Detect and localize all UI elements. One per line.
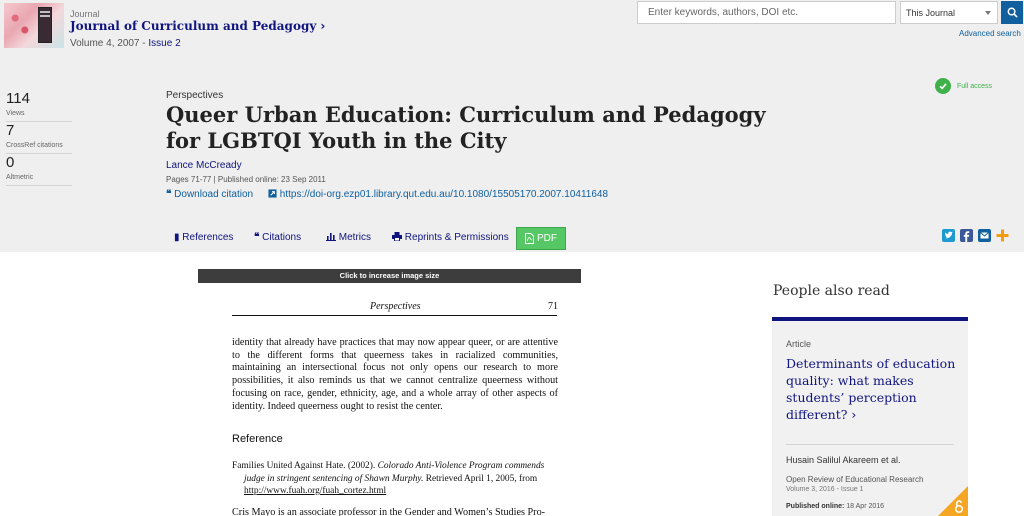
search-scope-value: This Journal (906, 8, 956, 18)
card-volume: Volume 3, 2016 - Issue 1 (786, 486, 864, 493)
more-share-options-icon[interactable] (996, 229, 1009, 242)
card-type: Article (786, 339, 812, 349)
preview-heading: Reference (232, 433, 283, 445)
metric-label: Altmetric (6, 174, 34, 181)
pdf-label: PDF (537, 233, 557, 244)
page-number: 71 (548, 301, 558, 312)
download-citation-link[interactable] (166, 189, 253, 200)
metric-altmetric[interactable] (6, 154, 72, 186)
metric-label: CrossRef citations (6, 142, 63, 149)
increase-image-size-button[interactable]: Click to increase image size (198, 269, 581, 283)
card-published (786, 503, 884, 510)
full-access-badge (935, 78, 992, 94)
email-share-icon[interactable] (978, 229, 991, 242)
book-icon: ▮ (174, 232, 180, 243)
card-journal: Open Review of Educational Research (786, 475, 924, 484)
article-title: Queer Urban Education: Curriculum and Pedagogy for LGBTQI Youth in the City (166, 102, 766, 153)
quote-icon: ❝ (254, 232, 260, 243)
card-published-date: 18 Apr 2016 (844, 503, 885, 510)
download-citation-text: Download citation (174, 189, 254, 200)
search-scope-select[interactable] (900, 1, 998, 24)
pdf-button[interactable] (516, 227, 566, 250)
preview-reference (232, 460, 558, 498)
cover-text-line (40, 15, 50, 17)
ref-continuation (232, 473, 558, 486)
metric-label: Views (6, 110, 25, 117)
search-input[interactable] (637, 1, 896, 24)
pdf-icon (525, 233, 534, 244)
card-title-link[interactable] (786, 355, 958, 423)
tab-citations[interactable] (254, 228, 301, 248)
tab-label: Metrics (338, 232, 372, 243)
issue-link[interactable]: Issue 2 (148, 38, 181, 49)
chevron-right-icon: › (320, 19, 326, 33)
volume-issue-line (70, 38, 181, 49)
facebook-share-icon[interactable] (960, 229, 973, 242)
metric-value: 7 (6, 122, 15, 139)
ref-part: Families United Against Hate. (2002). (232, 461, 378, 471)
metric-views (6, 90, 72, 122)
metric-crossref[interactable] (6, 122, 72, 154)
first-page-preview[interactable] (198, 283, 581, 516)
card-title-text: Determinants of education quality: what makes students’ perception different? (786, 356, 956, 422)
author-link[interactable]: Lance McCready (166, 160, 242, 171)
quote-icon: ❝ (166, 189, 172, 200)
ref-title: Colorado Anti-Violence Program commends (377, 461, 545, 471)
journal-name-text: Journal of Curriculum and Pedagogy (70, 19, 317, 33)
ref-retrieved: Retrieved April 1, 2005, from (423, 473, 538, 484)
site-header (0, 0, 1024, 52)
ref-url: http://www.fuah.org/fuah_cortez.html (244, 486, 387, 496)
metric-value: 0 (6, 154, 15, 171)
metric-value: 114 (6, 90, 30, 107)
search-icon (1007, 7, 1018, 18)
header-notch (170, 52, 190, 60)
card-divider (786, 444, 954, 445)
tab-label: References (182, 232, 234, 243)
twitter-share-icon[interactable] (942, 229, 955, 242)
doi-text: https://doi-org.ezp01.library.qut.edu.au/10.1080/15505170.2007.10411648 (279, 189, 609, 200)
article-section-label: Perspectives (166, 90, 224, 101)
caret-down-icon (985, 11, 991, 15)
article-metrics (6, 90, 72, 186)
chevron-right-icon: › (851, 407, 857, 422)
journal-cover-image[interactable] (4, 3, 64, 48)
ref-title-cont: judge in stringent sentencing of Shawn Murphy. (244, 473, 424, 484)
full-access-text: Full access (957, 82, 993, 90)
cover-pattern (8, 9, 32, 39)
related-article-card (772, 317, 968, 516)
pages-published-line: Pages 71-77 | Published online: 23 Sep 2011 (166, 175, 326, 184)
running-head: Perspectives (370, 301, 421, 312)
volume-text: Volume 4, 2007 (70, 38, 140, 49)
tab-label: Citations (262, 232, 302, 243)
checkmark-icon (935, 78, 951, 94)
printer-icon (392, 232, 402, 241)
tab-references[interactable] (174, 228, 233, 248)
preview-last-line: Cris Mayo is an associate professor in the Gender and Women’s Studies Pro- (232, 507, 546, 516)
card-authors: Husain Salilul Akareem et al. (786, 455, 901, 465)
journal-label: Journal (70, 9, 100, 19)
cover-text-line (40, 11, 50, 13)
tab-reprints-permissions[interactable] (392, 228, 509, 248)
external-link-icon (268, 189, 277, 198)
advanced-search-link[interactable]: Advanced search (959, 29, 1021, 38)
tab-metrics[interactable] (326, 228, 371, 248)
preview-paragraph: identity that already have practices that may now appear queer, or are attentive to the different forms that queerness takes in racialized communities, maintaining an intersectional focus not only opens our research to more possibilities, it also reminds us that we cannot centralize queerness without focusing on race, gender, ethnicity, age, and a whole array of other aspects of identity. Indeed queerness ought to resist the center. (232, 337, 558, 412)
open-access-icon (953, 500, 965, 514)
bar-chart-icon (326, 232, 336, 241)
journal-name-link[interactable] (70, 19, 325, 33)
doi-link[interactable] (268, 189, 608, 200)
card-published-label: Published online: (786, 503, 845, 510)
issue-separator: - (139, 38, 149, 49)
header-rule (232, 315, 557, 316)
people-also-read-heading: People also read (773, 283, 890, 299)
tab-label: Reprints & Permissions (404, 232, 509, 243)
search-button[interactable] (1001, 1, 1023, 24)
